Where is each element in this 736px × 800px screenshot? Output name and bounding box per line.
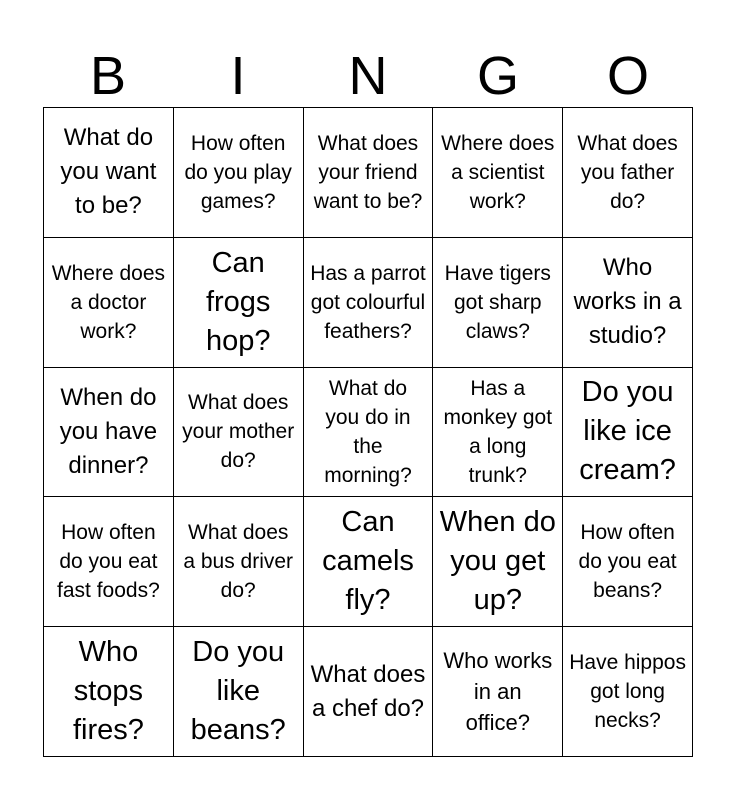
cell-text: What does you father do? (577, 131, 678, 213)
cell-text: When do you get up? (439, 506, 556, 617)
cell-text: Has a monkey got a long trunk? (443, 376, 553, 487)
cell-text: Where does a doctor work? (51, 261, 166, 343)
cell-text: What does a chef do? (310, 660, 426, 722)
bingo-cell[interactable] (44, 497, 174, 627)
cell-text: How often do you play games? (184, 131, 292, 213)
cell-text: Have hippos got long necks? (569, 651, 686, 733)
bingo-cell[interactable] (44, 627, 174, 757)
cell-text: How often do you eat beans? (578, 521, 677, 603)
cell-text: How often do you eat fast foods? (57, 521, 160, 603)
cell-text: Do you like ice cream? (579, 376, 676, 487)
bingo-cell[interactable] (563, 368, 693, 498)
bingo-cell[interactable] (174, 368, 304, 498)
bingo-cell[interactable] (433, 238, 563, 368)
bingo-cell[interactable] (44, 108, 174, 238)
bingo-cell[interactable] (563, 108, 693, 238)
cell-text: Who works in an office? (443, 648, 553, 736)
cell-text: What does a bus driver do? (183, 521, 294, 603)
cell-text: Have tigers got sharp claws? (444, 261, 551, 343)
header-letter-i: I (230, 46, 246, 106)
bingo-cell[interactable] (563, 497, 693, 627)
bingo-cell[interactable] (433, 108, 563, 238)
bingo-cell[interactable] (44, 238, 174, 368)
cell-text: What do you want to be? (60, 124, 157, 220)
bingo-cell[interactable] (304, 497, 434, 627)
bingo-cell[interactable] (304, 368, 434, 498)
cell-text: Has a parrot got colourful feathers? (310, 261, 426, 343)
bingo-cell[interactable] (304, 108, 434, 238)
bingo-cell[interactable] (174, 627, 304, 757)
cell-text: What do you do in the morning? (324, 376, 412, 487)
header-letter-o: O (606, 46, 649, 106)
bingo-cell[interactable] (44, 368, 174, 498)
bingo-header (43, 44, 693, 108)
bingo-cell[interactable] (433, 368, 563, 498)
cell-text: What does your friend want to be? (313, 131, 423, 213)
bingo-cell[interactable] (174, 497, 304, 627)
cell-text: Can camels fly? (322, 506, 414, 617)
cell-text: Where does a scientist work? (441, 131, 555, 213)
bingo-cell[interactable] (174, 238, 304, 368)
bingo-board (43, 107, 693, 757)
bingo-cell[interactable] (304, 238, 434, 368)
bingo-cell[interactable] (304, 627, 434, 757)
header-letter-b: B (89, 46, 127, 106)
cell-text: Do you like beans? (190, 636, 286, 747)
bingo-cell[interactable] (174, 108, 304, 238)
bingo-cell[interactable] (433, 627, 563, 757)
cell-text: Who works in a studio? (573, 254, 682, 350)
cell-text: Can frogs hop? (205, 246, 271, 357)
cell-text: What does your mother do? (182, 391, 295, 473)
bingo-cell[interactable] (433, 497, 563, 627)
bingo-cell[interactable] (563, 238, 693, 368)
bingo-cell[interactable] (563, 627, 693, 757)
cell-text: When do you have dinner? (59, 383, 158, 479)
cell-text: Who stops fires? (72, 636, 144, 747)
header-letter-n: N (348, 46, 388, 106)
header-letter-g: G (476, 46, 519, 106)
